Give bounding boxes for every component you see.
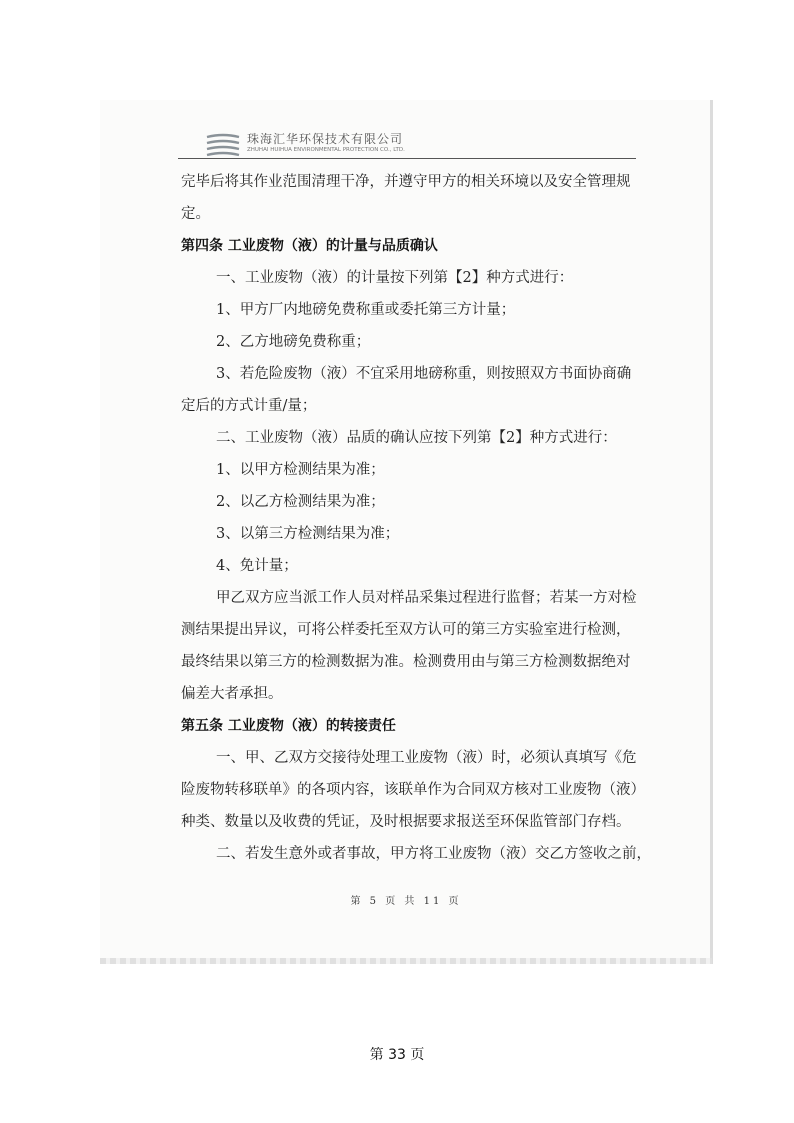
body-line: 偏差大者承担。 [181,686,283,702]
body-line: 2、乙方地磅免费称重； [216,334,371,350]
body-line: 一、工业废物（液）的计量按下列第【2】种方式进行： [216,270,574,286]
body-line: 种类、数量以及收费的凭证，及时根据要求报送至环保监管部门存档。 [181,814,631,830]
scanned-page [100,100,712,962]
company-name-en: ZHUHAI HUIHUA ENVIRONMENTAL PROTECTION CO., LTD. [247,147,405,153]
scan-edge-bottom [100,958,712,964]
document-page-number: 第 33 页 [369,1047,425,1063]
body-line: 1、以甲方检测结果为准； [216,462,385,478]
body-line: 3、若危险废物（液）不宜采用地磅称重，则按照双方书面协商确 [216,366,632,382]
body-line: 测结果提出异议，可将公样委托至双方认可的第三方实验室进行检测， [181,622,631,638]
body-line: 险废物转移联单》的各项内容，该联单作为合同双方核对工业废物（液） [181,782,645,798]
body-line: 1、甲方厂内地磅免费称重或委托第三方计量； [216,302,516,318]
company-logo-icon [205,133,241,157]
page-indicator: 第 5 页 共 11 页 [350,896,462,907]
company-name-cn: 珠海汇华环保技术有限公司 [247,132,404,146]
body-line: 一、甲、乙双方交接待处理工业废物（液）时，必须认真填写《危 [216,750,637,766]
body-line: 二、若发生意外或者事故，甲方将工业废物（液）交乙方签收之前， [216,846,651,862]
body-line: 二、工业废物（液）品质的确认应按下列第【2】种方式进行： [216,430,617,446]
body-line: 最终结果以第三方的检测数据为准。检测费用由与第三方检测数据绝对 [181,654,631,670]
letterhead [205,130,635,160]
body-line: 定后的方式计重/量； [181,398,317,414]
header-rule [178,158,636,159]
body-line: 甲乙双方应当派工作人员对样品采集过程进行监督；若某一方对检 [216,590,637,606]
body-line: 定。 [181,206,210,222]
section-heading: 第五条 工业废物（液）的转接责任 [181,718,396,734]
section-heading: 第四条 工业废物（液）的计量与品质确认 [181,238,438,254]
body-line: 4、免计量； [216,558,298,574]
scan-edge-right [710,100,713,964]
body-line: 3、以第三方检测结果为准； [216,526,400,542]
body-line: 2、以乙方检测结果为准； [216,494,385,510]
body-line: 完毕后将其作业范围清理干净，并遵守甲方的相关环境以及安全管理规 [181,174,631,190]
